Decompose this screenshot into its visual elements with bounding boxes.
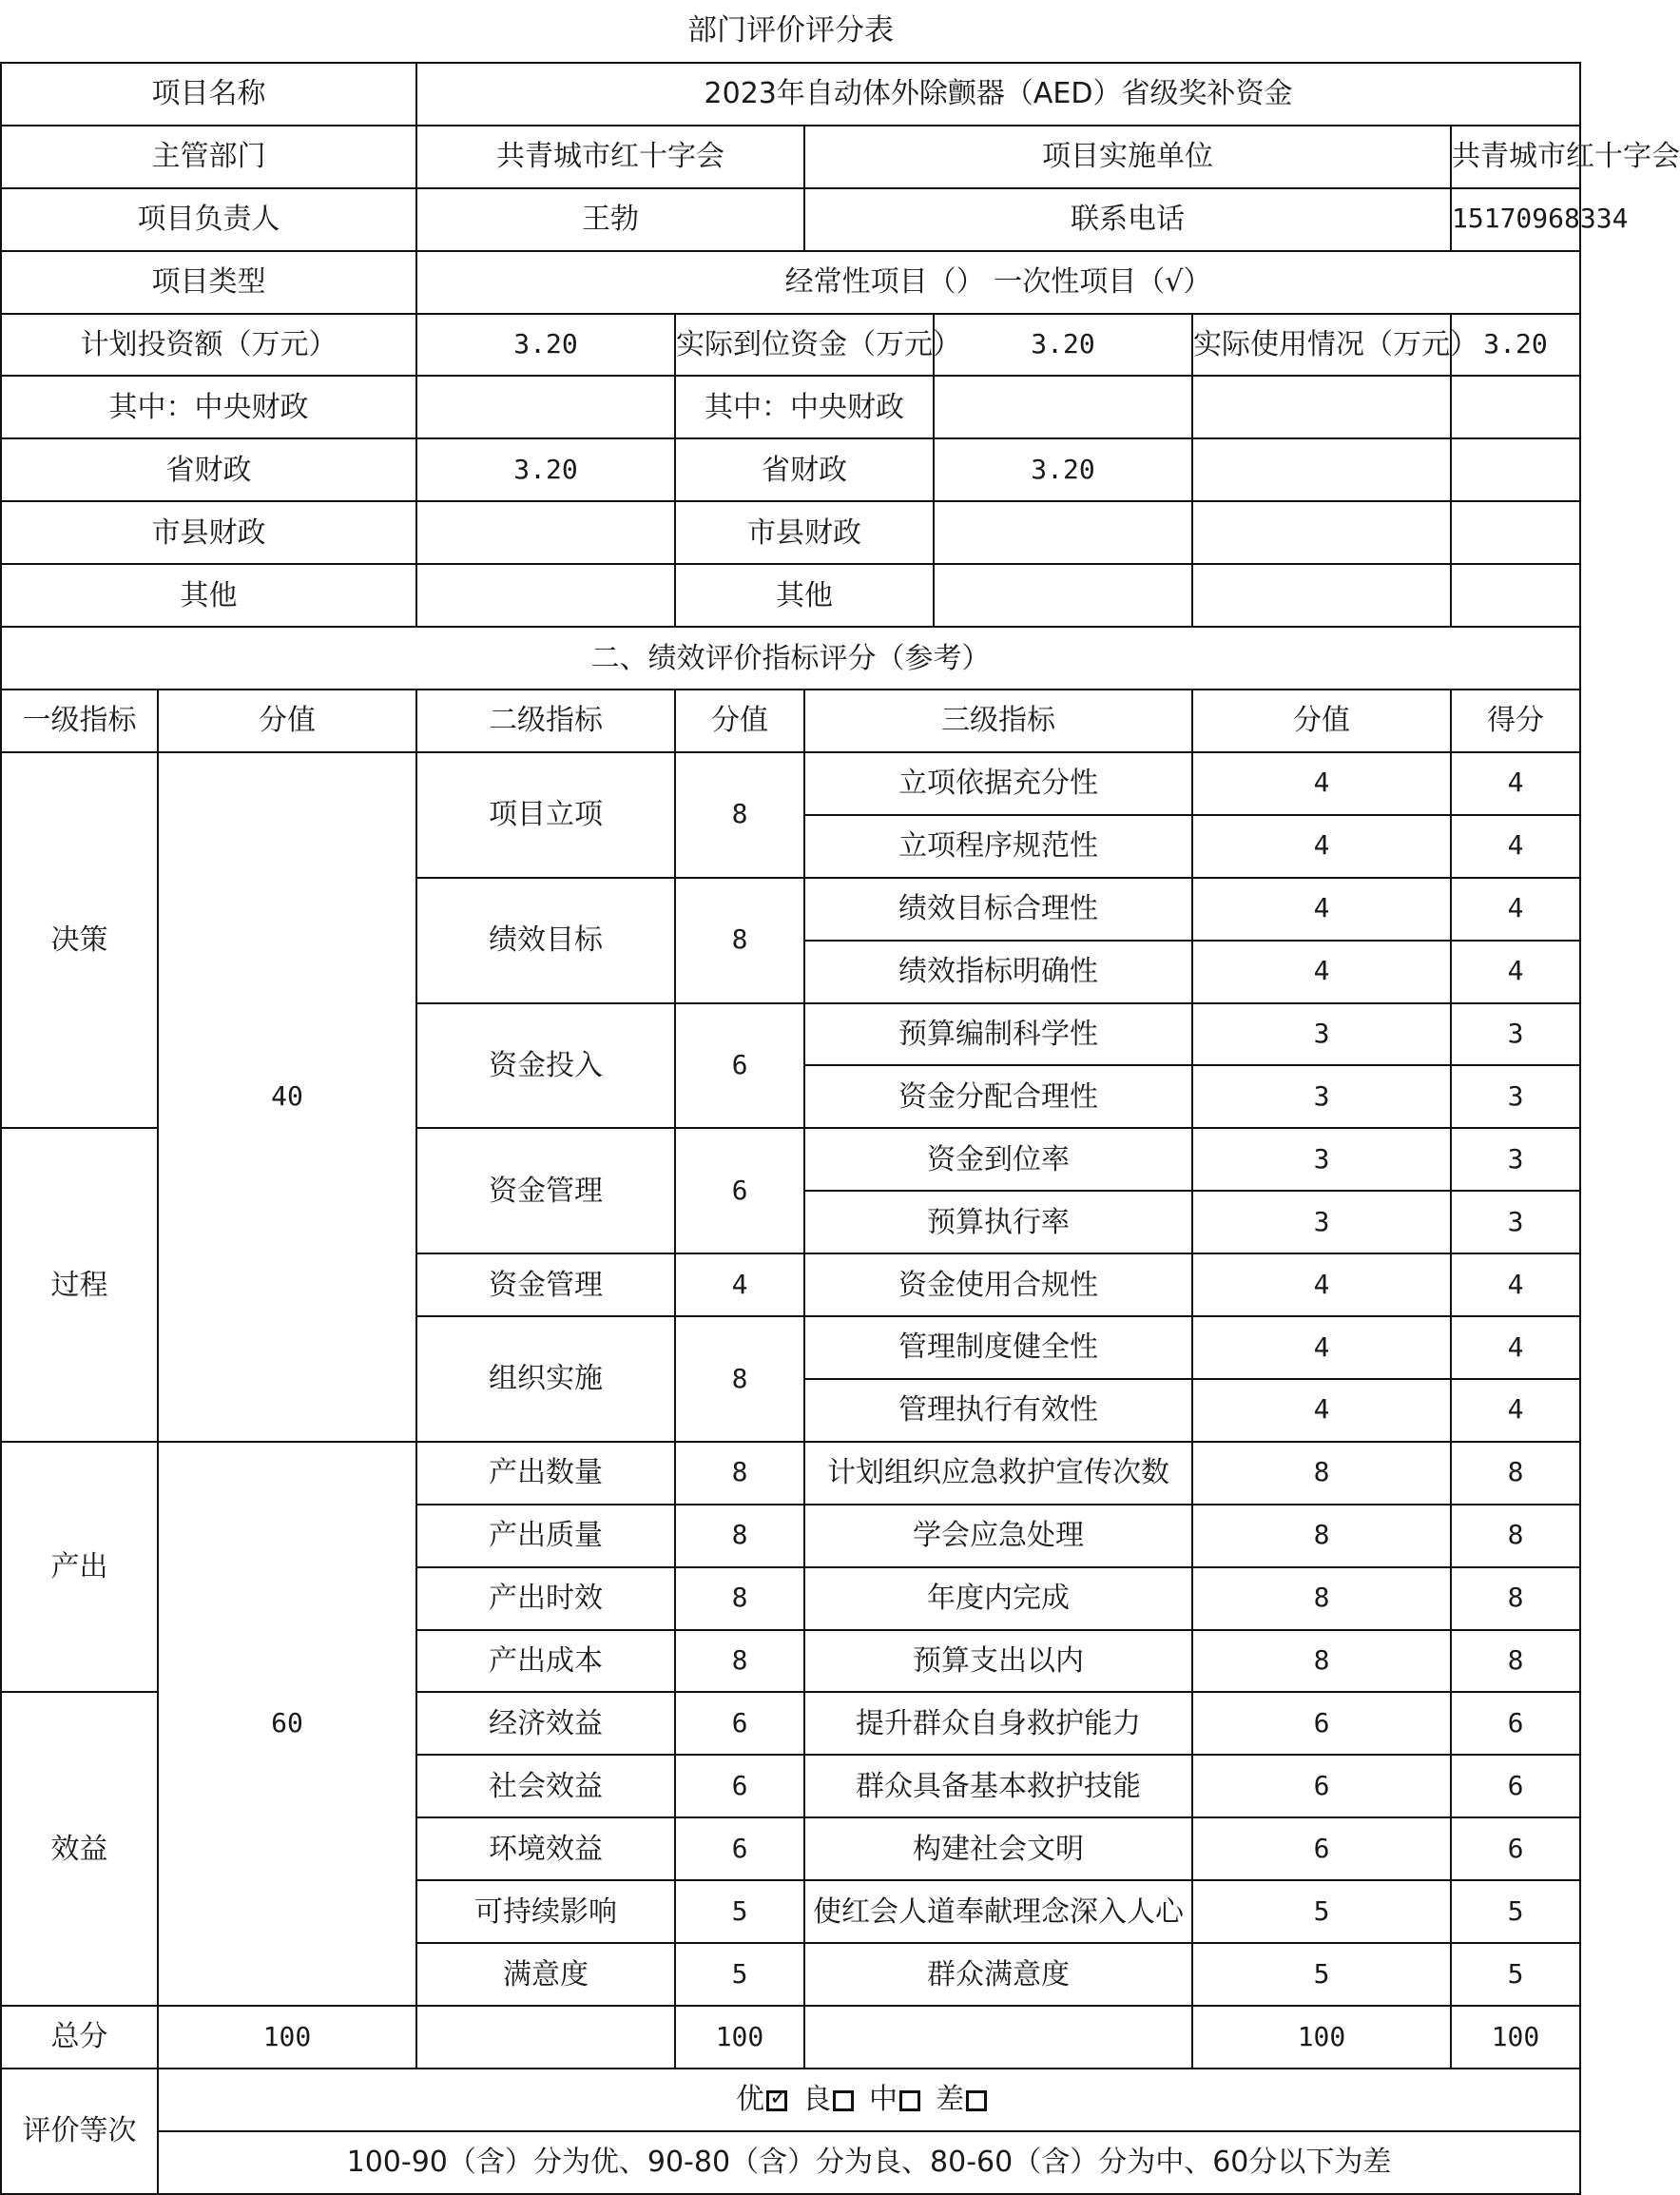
phone-value: 15170968334 (1451, 188, 1580, 251)
unchecked-box-icon (966, 2090, 987, 2111)
received-label: 实际到位资金（万元） (675, 314, 934, 377)
level3-score: 8 (1192, 1442, 1451, 1505)
level2-score: 8 (675, 1505, 804, 1567)
fund-row-received: 3.20 (934, 438, 1192, 501)
grading-rule-row (1, 2131, 1580, 2194)
level2-score: 6 (675, 1755, 804, 1817)
total-l2-empty (416, 2006, 675, 2069)
unchecked-box-icon (833, 2090, 854, 2111)
level3-name: 绩效目标合理性 (804, 878, 1192, 941)
total-l2-score: 100 (675, 2006, 804, 2069)
grading-label: 评价等次 (1, 2069, 158, 2194)
level3-name: 预算支出以内 (804, 1630, 1192, 1693)
level2-score: 8 (675, 878, 804, 1003)
level3-got: 4 (1451, 815, 1580, 878)
fund-row (1, 438, 1580, 501)
level2-score: 8 (675, 752, 804, 878)
level3-got: 8 (1451, 1567, 1580, 1630)
level2-name: 环境效益 (416, 1817, 675, 1880)
level3-name: 计划组织应急救护宣传次数 (804, 1442, 1192, 1505)
type-label: 项目类型 (1, 251, 416, 314)
level3-got: 5 (1451, 1880, 1580, 1943)
level1-score-40: 40 (158, 752, 416, 1442)
total-l3-empty (804, 2006, 1192, 2069)
level2-name: 产出成本 (416, 1630, 675, 1693)
level3-got: 4 (1451, 941, 1580, 1003)
fund-row-empty (1192, 376, 1451, 438)
level3-name: 提升群众自身救护能力 (804, 1692, 1192, 1755)
level2-name: 满意度 (416, 1943, 675, 2006)
level1-xiaoyi: 效益 (1, 1692, 158, 2006)
grade-option-label: 优 (736, 2083, 764, 2117)
level3-name: 学会应急处理 (804, 1505, 1192, 1567)
fund-row-planned (416, 501, 675, 564)
level2-score: 8 (675, 1630, 804, 1693)
level3-got: 8 (1451, 1442, 1580, 1505)
grade-option[interactable] (736, 2084, 793, 2115)
phone-label: 联系电话 (804, 188, 1451, 251)
level3-got: 4 (1451, 878, 1580, 941)
grade-option-label: 中 (869, 2083, 898, 2117)
project-name-label: 项目名称 (1, 63, 416, 126)
level3-name: 预算编制科学性 (804, 1003, 1192, 1066)
level3-name: 立项依据充分性 (804, 752, 1192, 815)
total-row (1, 2006, 1580, 2069)
level3-name: 群众具备基本救护技能 (804, 1755, 1192, 1817)
header-level2: 二级指标 (416, 690, 675, 752)
grade-option[interactable] (936, 2084, 993, 2115)
level3-score: 8 (1192, 1567, 1451, 1630)
level3-name: 年度内完成 (804, 1567, 1192, 1630)
fund-row-label2: 其他 (675, 564, 934, 627)
fund-row-label: 市县财政 (1, 501, 416, 564)
grade-option[interactable] (802, 2084, 859, 2115)
level3-name: 绩效指标明确性 (804, 941, 1192, 1003)
level1-chanchu: 产出 (1, 1442, 158, 1693)
level2-name: 资金管理 (416, 1128, 675, 1253)
level3-score: 3 (1192, 1128, 1451, 1191)
level3-name: 群众满意度 (804, 1943, 1192, 2006)
level3-score: 4 (1192, 1316, 1451, 1379)
level3-score: 8 (1192, 1630, 1451, 1693)
level3-score: 5 (1192, 1943, 1451, 2006)
fund-row-label: 省财政 (1, 438, 416, 501)
level2-name: 社会效益 (416, 1755, 675, 1817)
level3-got: 8 (1451, 1505, 1580, 1567)
level1-score-60: 60 (158, 1442, 416, 2006)
level3-score: 3 (1192, 1003, 1451, 1066)
owner-value: 王勃 (416, 188, 804, 251)
indicator-row (1, 752, 1580, 815)
header-level2-score: 分值 (675, 690, 804, 752)
grading-rule: 100-90（含）分为优、90-80（含）分为良、80-60（含）分为中、60分以下为差 (158, 2131, 1580, 2194)
grade-option[interactable] (869, 2084, 926, 2115)
header-level3-score: 分值 (1192, 690, 1451, 752)
fund-row-planned (416, 376, 675, 438)
level3-score: 6 (1192, 1692, 1451, 1755)
level2-score: 6 (675, 1003, 804, 1129)
level1-guocheng: 过程 (1, 1128, 158, 1442)
indicator-row (1, 1442, 1580, 1505)
level2-name: 产出数量 (416, 1442, 675, 1505)
planned-value: 3.20 (416, 314, 675, 377)
level2-score: 6 (675, 1692, 804, 1755)
level2-name: 经济效益 (416, 1692, 675, 1755)
level3-score: 4 (1192, 752, 1451, 815)
header-level1: 一级指标 (1, 690, 158, 752)
used-value: 3.20 (1451, 314, 1580, 377)
fund-row-planned: 3.20 (416, 438, 675, 501)
level3-got: 6 (1451, 1817, 1580, 1880)
level1-juece: 决策 (1, 752, 158, 1128)
level3-score: 4 (1192, 878, 1451, 941)
level2-name: 产出时效 (416, 1567, 675, 1630)
level2-score: 8 (675, 1567, 804, 1630)
level3-got: 6 (1451, 1755, 1580, 1817)
fund-row-label: 其中：中央财政 (1, 376, 416, 438)
level3-name: 资金到位率 (804, 1128, 1192, 1191)
level2-score: 8 (675, 1316, 804, 1442)
level3-score: 4 (1192, 1253, 1451, 1316)
level3-got: 6 (1451, 1692, 1580, 1755)
level3-name: 使红会人道奉献理念深入人心 (804, 1880, 1192, 1943)
fund-row (1, 501, 1580, 564)
level3-score: 4 (1192, 815, 1451, 878)
level3-name: 预算执行率 (804, 1191, 1192, 1253)
level3-score: 3 (1192, 1191, 1451, 1253)
header-level3: 三级指标 (804, 690, 1192, 752)
grade-option-label: 差 (936, 2083, 964, 2117)
grading-options (158, 2069, 1580, 2131)
received-value: 3.20 (934, 314, 1192, 377)
checked-box-icon (766, 2090, 787, 2111)
fund-row-empty (1451, 501, 1580, 564)
total-l3-score: 100 (1192, 2006, 1451, 2069)
header-got: 得分 (1451, 690, 1580, 752)
level3-score: 6 (1192, 1755, 1451, 1817)
level3-name: 管理执行有效性 (804, 1379, 1192, 1442)
level3-score: 4 (1192, 1379, 1451, 1442)
grading-row (1, 2069, 1580, 2131)
level2-name: 产出质量 (416, 1505, 675, 1567)
level3-score: 3 (1192, 1065, 1451, 1128)
level3-name: 管理制度健全性 (804, 1316, 1192, 1379)
level3-score: 5 (1192, 1880, 1451, 1943)
total-l1-score: 100 (158, 2006, 416, 2069)
level3-score: 4 (1192, 941, 1451, 1003)
level3-got: 4 (1451, 1253, 1580, 1316)
grade-option-label: 良 (802, 2083, 831, 2117)
dept-value: 共青城市红十字会 (416, 126, 804, 188)
level2-score: 8 (675, 1442, 804, 1505)
total-got: 100 (1451, 2006, 1580, 2069)
project-name-value: 2023年自动体外除颤器（AED）省级奖补资金 (416, 63, 1580, 126)
fund-row-label2: 市县财政 (675, 501, 934, 564)
fund-row-empty (1192, 438, 1451, 501)
fund-row-empty (1451, 438, 1580, 501)
level3-got: 3 (1451, 1065, 1580, 1128)
page-title: 部门评价评分表 (1, 0, 1580, 63)
level2-name: 资金投入 (416, 1003, 675, 1129)
level2-name: 项目立项 (416, 752, 675, 878)
level3-got: 8 (1451, 1630, 1580, 1693)
fund-row-empty (1192, 564, 1451, 627)
fund-row-empty (1192, 501, 1451, 564)
total-label: 总分 (1, 2006, 158, 2069)
fund-row-label: 其他 (1, 564, 416, 627)
level3-got: 3 (1451, 1191, 1580, 1253)
fund-row-received (934, 564, 1192, 627)
level3-name: 立项程序规范性 (804, 815, 1192, 878)
level3-name: 资金使用合规性 (804, 1253, 1192, 1316)
level3-got: 4 (1451, 1316, 1580, 1379)
header-level1-score: 分值 (158, 690, 416, 752)
type-value: 经常性项目（） 一次性项目（√） (416, 251, 1580, 314)
fund-row-empty (1451, 564, 1580, 627)
dept-label: 主管部门 (1, 126, 416, 188)
fund-row (1, 376, 1580, 438)
impl-value: 共青城市红十字会 (1451, 126, 1580, 188)
level2-name: 可持续影响 (416, 1880, 675, 1943)
level2-score: 4 (675, 1253, 804, 1316)
section-title: 二、绩效评价指标评分（参考） (1, 627, 1580, 690)
level2-name: 绩效目标 (416, 878, 675, 1003)
impl-label: 项目实施单位 (804, 126, 1451, 188)
planned-label: 计划投资额（万元） (1, 314, 416, 377)
fund-row-label2: 其中：中央财政 (675, 376, 934, 438)
fund-row (1, 564, 1580, 627)
fund-row-received (934, 376, 1192, 438)
level3-score: 6 (1192, 1817, 1451, 1880)
level3-got: 5 (1451, 1943, 1580, 2006)
used-label: 实际使用情况（万元） (1192, 314, 1451, 377)
unchecked-box-icon (899, 2090, 920, 2111)
level2-score: 5 (675, 1943, 804, 2006)
level3-got: 3 (1451, 1003, 1580, 1066)
level3-score: 8 (1192, 1505, 1451, 1567)
level2-score: 6 (675, 1128, 804, 1253)
fund-row-received (934, 501, 1192, 564)
level2-score: 6 (675, 1817, 804, 1880)
fund-row-label2: 省财政 (675, 438, 934, 501)
level2-name: 组织实施 (416, 1316, 675, 1442)
level2-name: 资金管理 (416, 1253, 675, 1316)
level3-name: 构建社会文明 (804, 1817, 1192, 1880)
level3-got: 3 (1451, 1128, 1580, 1191)
level2-score: 5 (675, 1880, 804, 1943)
level3-got: 4 (1451, 752, 1580, 815)
level3-name: 资金分配合理性 (804, 1065, 1192, 1128)
owner-label: 项目负责人 (1, 188, 416, 251)
level3-got: 4 (1451, 1379, 1580, 1442)
indicator-header-row (1, 690, 1580, 752)
fund-row-empty (1451, 376, 1580, 438)
fund-row-planned (416, 564, 675, 627)
